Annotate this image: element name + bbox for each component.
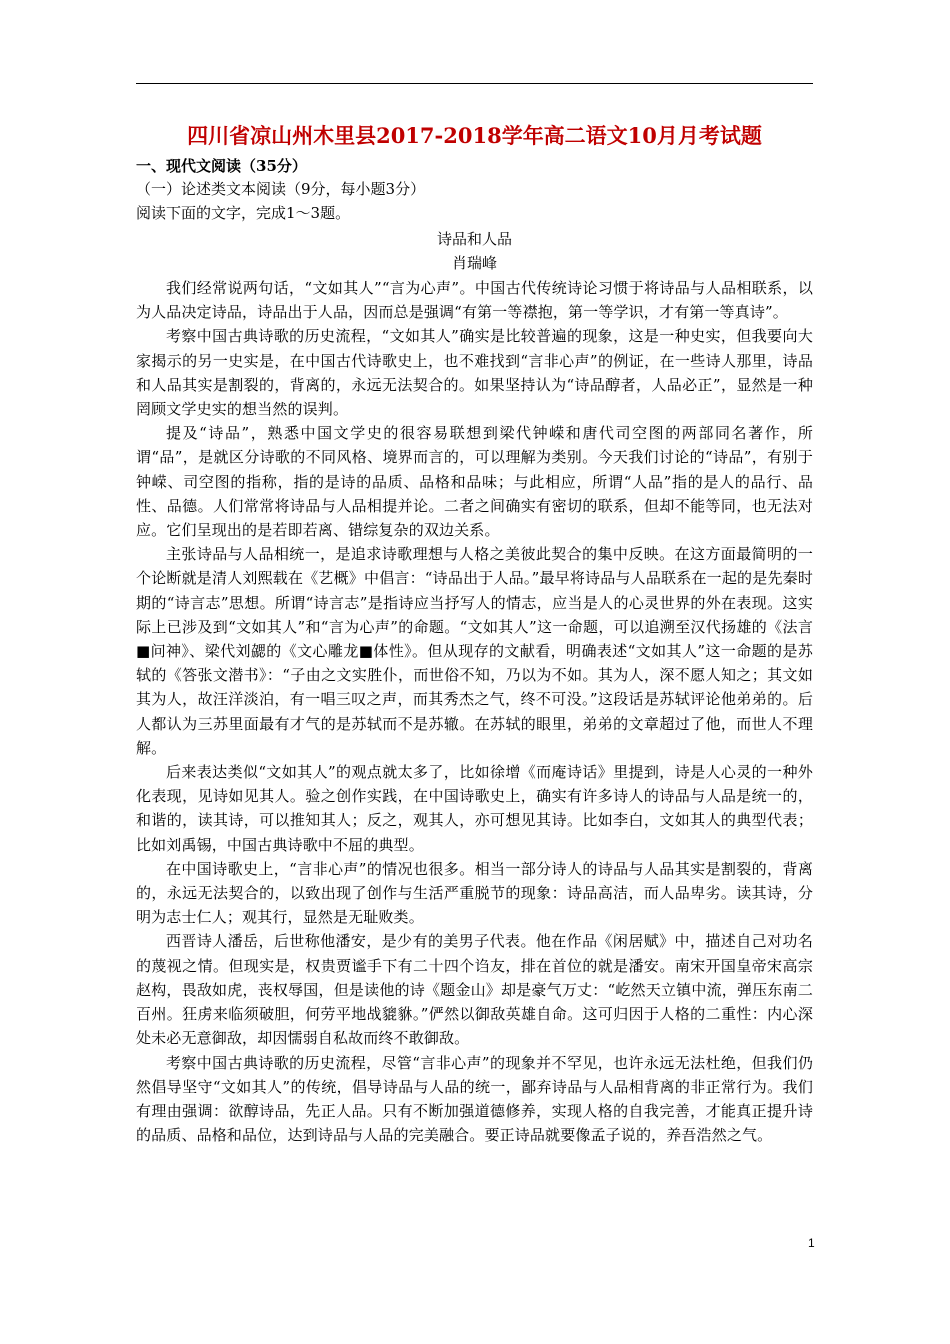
section-heading: 一、现代文阅读（35分） (136, 157, 307, 175)
paragraph: 提及“诗品”，熟悉中国文学史的很容易联想到梁代钟嵘和唐代司空图的两部同名著作，所谓“品”，是就区分诗歌的不同风格、境界而言的，可以理解为类别。今天我们讨论的“诗品”，有别于钟嵘、司空图的指称，指的是诗的品质、品格和品味；与此相应，所谓“人品”指的是人的品行、品性、品德。人们常常将诗品与人品相提并论。二者之间确实有密切的联系，但却不能等同，也无法对应。它们呈现出的是若即若离、错综复杂的双边关系。 (136, 424, 813, 540)
paragraph: 考察中国古典诗歌的历史流程，“文如其人”确实是比较普遍的现象，这是一种史实，但我要向大家揭示的另一史实是，在中国古代诗歌史上，也不难找到“言非心声”的例证，在一些诗人那里，诗品和人品其实是割裂的，背离的，永远无法契合的。如果坚持认为“诗品醇者，人品必正”，显然是一种罔顾文学史实的想当然的误判。 (136, 327, 813, 419)
paragraph: 西晋诗人潘岳，后世称他潘安，是少有的美男子代表。他在作品《闲居赋》中，描述自己对功名的蔑视之情。但现实是，权贵贾谧手下有二十四个诌友，排在首位的就是潘安。南宋开国皇帝宋高宗赵构，畏敌如虎，丧权辱国，但是读他的诗《题金山》却是豪气万丈：“屹然天立镇中流，弹压东南二百州。狂虏来临须破胆，何劳平地战貔貅。”俨然以御敌英雄自命。这可归因于人格的二重性：内心深处未必无意御敌，却因懦弱自私故而终不敢御敌。 (136, 932, 813, 1048)
reading-instruction: 阅读下面的文字，完成1～3题。 (136, 204, 351, 222)
sub-heading: （一）论述类文本阅读（9分，每小题3分） (136, 180, 426, 198)
article-author: 肖瑞峰 (451, 254, 497, 272)
paragraph: 我们经常说两句话，“文如其人”“言为心声”。中国古代传统诗论习惯于将诗品与人品相联系，以为人品决定诗品，诗品出于人品，因而总是强调“有第一等襟抱，第一等学识，才有第一等真诗”。 (136, 279, 813, 322)
page-number: 1 (808, 1236, 815, 1250)
paragraph: 主张诗品与人品相统一，是追求诗歌理想与人格之美彼此契合的集中反映。在这方面最简明的一个论断就是清人刘熙载在《艺概》中倡言：“诗品出于人品。”最早将诗品与人品联系在一起的是先秦时期的“诗言志”思想。所谓“诗言志”是指诗应当抒写人的情志，应当是人的心灵世界的外在表现。这实际上已涉及到“文如其人”和“言为心声”的命题。“文如其人”这一命题，可以追溯至汉代扬雄的《法言■问神》、梁代刘勰的《文心雕龙■体性》。但从现存的文献看，明确表述“文如其人”这一命题的是苏轼的《答张文潜书》：“子由之文实胜仆，而世俗不知，乃以为不如。其为人，深不愿人知之；其文如其为人，故汪洋淡泊，有一唱三叹之声，而其秀杰之气，终不可没。”这段话是苏轼评论他弟弟的。后人都认为三苏里面最有才气的是苏轼而不是苏辙。在苏轼的眼里，弟弟的文章超过了他，而世人不理解。 (136, 545, 813, 757)
article-title: 诗品和人品 (436, 230, 512, 248)
paragraph: 后来表达类似“文如其人”的观点就太多了，比如徐增《而庵诗话》里提到，诗是人心灵的一种外化表现，见诗如见其人。验之创作实践，在中国诗歌史上，确实有许多诗人的诗品与人品是统一的，和谐的，读其诗，可以推知其人；反之，观其人，亦可想见其诗。比如李白，文如其人的典型代表；比如刘禹锡，中国古典诗歌中不屈的典型。 (136, 763, 813, 854)
paragraph: 在中国诗歌史上，“言非心声”的情况也很多。相当一部分诗人的诗品与人品其实是割裂的，背离的，永远无法契合的，以致出现了创作与生活严重脱节的现象：诗品高洁，而人品卑劣。读其诗，分明为志士仁人；观其行，显然是无耻败类。 (136, 859, 813, 927)
header-rule (136, 83, 813, 84)
paragraph: 考察中国古典诗歌的历史流程，尽管“言非心声”的现象并不罕见，也许永远无法杜绝，但我们仍然倡导坚守“文如其人”的传统，倡导诗品与人品的统一，鄙弃诗品与人品相背离的非正常行为。我们有理由强调：欲醇诗品，先正人品。只有不断加强道德修养，实现人格的自我完善，才能真正提升诗的品质、品格和品位，达到诗品与人品的完美融合。要正诗品就要像孟子说的，养吾浩然之气。 (136, 1053, 813, 1145)
article-body (136, 276, 813, 1147)
exam-title: 四川省凉山州木里县2017-2018学年高二语文10月月考试题 (187, 123, 762, 148)
